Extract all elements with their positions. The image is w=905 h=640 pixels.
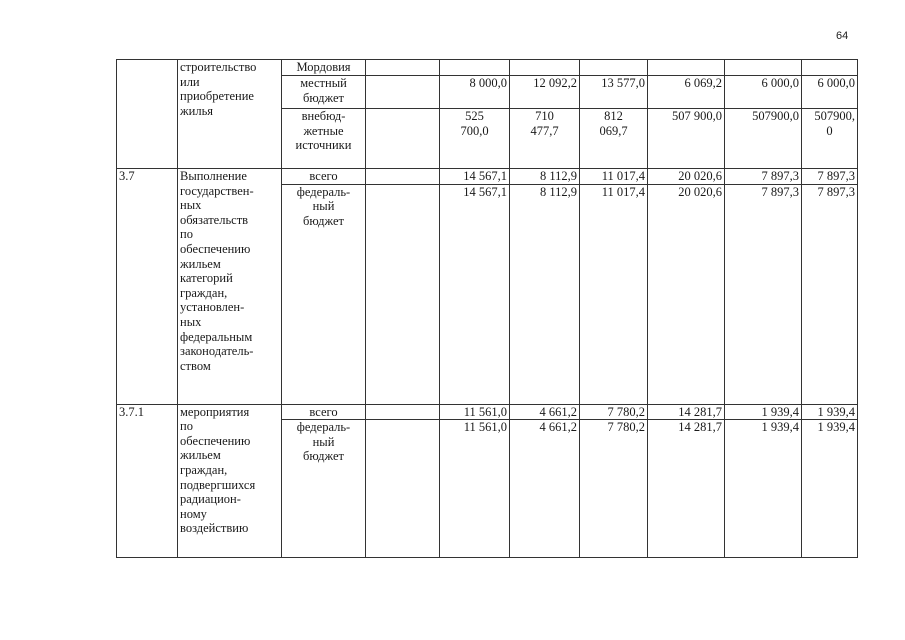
value-cell: 8 112,9 <box>510 184 580 404</box>
event-name-line: приобретение <box>180 89 254 104</box>
value-line: 477,7 <box>530 123 559 138</box>
source-line: местный <box>300 76 347 90</box>
source-line: ный <box>312 199 335 214</box>
value-cell: 14 567,1 <box>440 184 510 404</box>
source-line: бюджет <box>303 213 344 228</box>
source-cell: всего <box>282 169 366 185</box>
table-row <box>117 169 858 185</box>
event-name-line: по <box>180 419 193 434</box>
event-name-line: обеспечению <box>180 433 251 448</box>
source-line: федераль- <box>296 184 351 199</box>
value-line: 0 <box>826 123 833 138</box>
source-line: ный <box>312 434 335 449</box>
value-cell: 1 939,4 <box>725 420 802 558</box>
source-line: бюджет <box>303 90 344 105</box>
event-name-line: мероприятия <box>180 404 250 419</box>
empty-cell <box>580 60 648 76</box>
value-line: 507 900,0 <box>672 109 722 123</box>
event-name-line: ных <box>180 198 202 213</box>
number-cell: 3.7.1 <box>117 404 178 558</box>
event-name-line: ному <box>180 506 207 521</box>
value-cell: 1 939,4 <box>725 404 802 420</box>
budget-table <box>116 59 858 558</box>
source-cell <box>282 420 366 558</box>
value-cell: 11 017,4 <box>580 169 648 185</box>
source-line: внебюд- <box>301 109 346 123</box>
value-cell: 1 939,4 <box>802 420 858 558</box>
empty-cell <box>366 404 440 420</box>
value-cell: 1 939,4 <box>802 404 858 420</box>
event-name-line: жильем <box>180 448 221 463</box>
event-name-line: или <box>180 74 200 89</box>
event-name-line: радиацион- <box>180 492 241 507</box>
page-number: 64 <box>836 30 849 42</box>
value-cell: 20 020,6 <box>648 184 725 404</box>
empty-cell <box>366 420 440 558</box>
source-label: Мордовия <box>296 60 351 74</box>
value-cell <box>802 109 858 169</box>
event-name-line: категорий <box>180 271 233 286</box>
event-name-line: федеральным <box>180 329 253 344</box>
source-line: бюджет <box>303 449 344 464</box>
source-cell <box>282 109 366 169</box>
table-row <box>117 60 858 76</box>
event-name-line: жильем <box>180 256 221 271</box>
value-cell: 4 661,2 <box>510 420 580 558</box>
value-cell: 8 000,0 <box>440 76 510 109</box>
event-name-line: граждан, <box>180 462 228 477</box>
event-name-line: законодатель- <box>180 344 254 359</box>
value-cell: 11 017,4 <box>580 184 648 404</box>
value-cell <box>510 109 580 169</box>
event-name-line: воздействию <box>180 521 249 536</box>
empty-cell <box>725 60 802 76</box>
empty-cell <box>366 76 440 109</box>
value-cell: 7 780,2 <box>580 404 648 420</box>
empty-cell <box>802 60 858 76</box>
source-cell <box>282 76 366 109</box>
event-name-line: жилья <box>180 103 214 118</box>
value-line: 507900, <box>814 109 855 123</box>
empty-cell <box>440 60 510 76</box>
table-row <box>117 404 858 420</box>
value-line: 507900,0 <box>752 109 799 123</box>
value-line: 069,7 <box>599 123 628 138</box>
source-cell <box>282 60 366 76</box>
number-cell: 3.7 <box>117 169 178 405</box>
value-cell: 13 577,0 <box>580 76 648 109</box>
source-line: источники <box>295 138 352 153</box>
empty-cell <box>648 60 725 76</box>
empty-cell <box>366 184 440 404</box>
value-line: 700,0 <box>460 123 489 138</box>
value-cell <box>725 109 802 169</box>
value-cell: 4 661,2 <box>510 404 580 420</box>
empty-cell <box>510 60 580 76</box>
value-cell: 8 112,9 <box>510 169 580 185</box>
value-cell: 11 561,0 <box>440 404 510 420</box>
event-name-cell <box>178 169 282 405</box>
value-cell <box>648 109 725 169</box>
event-name-line: государствен- <box>180 183 254 198</box>
value-line: 812 <box>604 109 623 123</box>
event-name-line: Выполнение <box>180 169 247 183</box>
value-cell: 7 897,3 <box>725 169 802 185</box>
source-line: жетные <box>303 123 344 138</box>
value-cell: 14 281,7 <box>648 420 725 558</box>
value-cell: 14 281,7 <box>648 404 725 420</box>
source-cell: всего <box>282 404 366 420</box>
event-name-line: ством <box>180 358 211 373</box>
value-cell: 12 092,2 <box>510 76 580 109</box>
event-name-cell <box>178 404 282 558</box>
value-line: 710 <box>535 109 554 123</box>
value-cell <box>580 109 648 169</box>
value-cell: 11 561,0 <box>440 420 510 558</box>
event-name-line: обеспечению <box>180 241 251 256</box>
value-cell: 6 069,2 <box>648 76 725 109</box>
event-name-line: обязательств <box>180 212 249 227</box>
event-name-line: установлен- <box>180 300 245 315</box>
value-cell <box>440 109 510 169</box>
value-cell: 7 897,3 <box>725 184 802 404</box>
source-line: федераль- <box>296 420 351 435</box>
event-name-line: ных <box>180 314 202 329</box>
event-name-cell <box>178 60 282 169</box>
value-cell: 6 000,0 <box>802 76 858 109</box>
empty-cell <box>366 109 440 169</box>
value-cell: 20 020,6 <box>648 169 725 185</box>
event-name-line: строительство <box>180 60 257 74</box>
event-name-line: граждан, <box>180 285 228 300</box>
value-cell: 6 000,0 <box>725 76 802 109</box>
event-name-line: подвергшихся <box>180 477 256 492</box>
event-name-line: по <box>180 227 193 242</box>
value-cell: 14 567,1 <box>440 169 510 185</box>
empty-cell <box>366 169 440 185</box>
empty-cell <box>366 60 440 76</box>
value-cell: 7 780,2 <box>580 420 648 558</box>
source-cell <box>282 184 366 404</box>
number-cell <box>117 60 178 169</box>
value-cell: 7 897,3 <box>802 184 858 404</box>
value-cell: 7 897,3 <box>802 169 858 185</box>
value-line: 525 <box>465 109 484 123</box>
